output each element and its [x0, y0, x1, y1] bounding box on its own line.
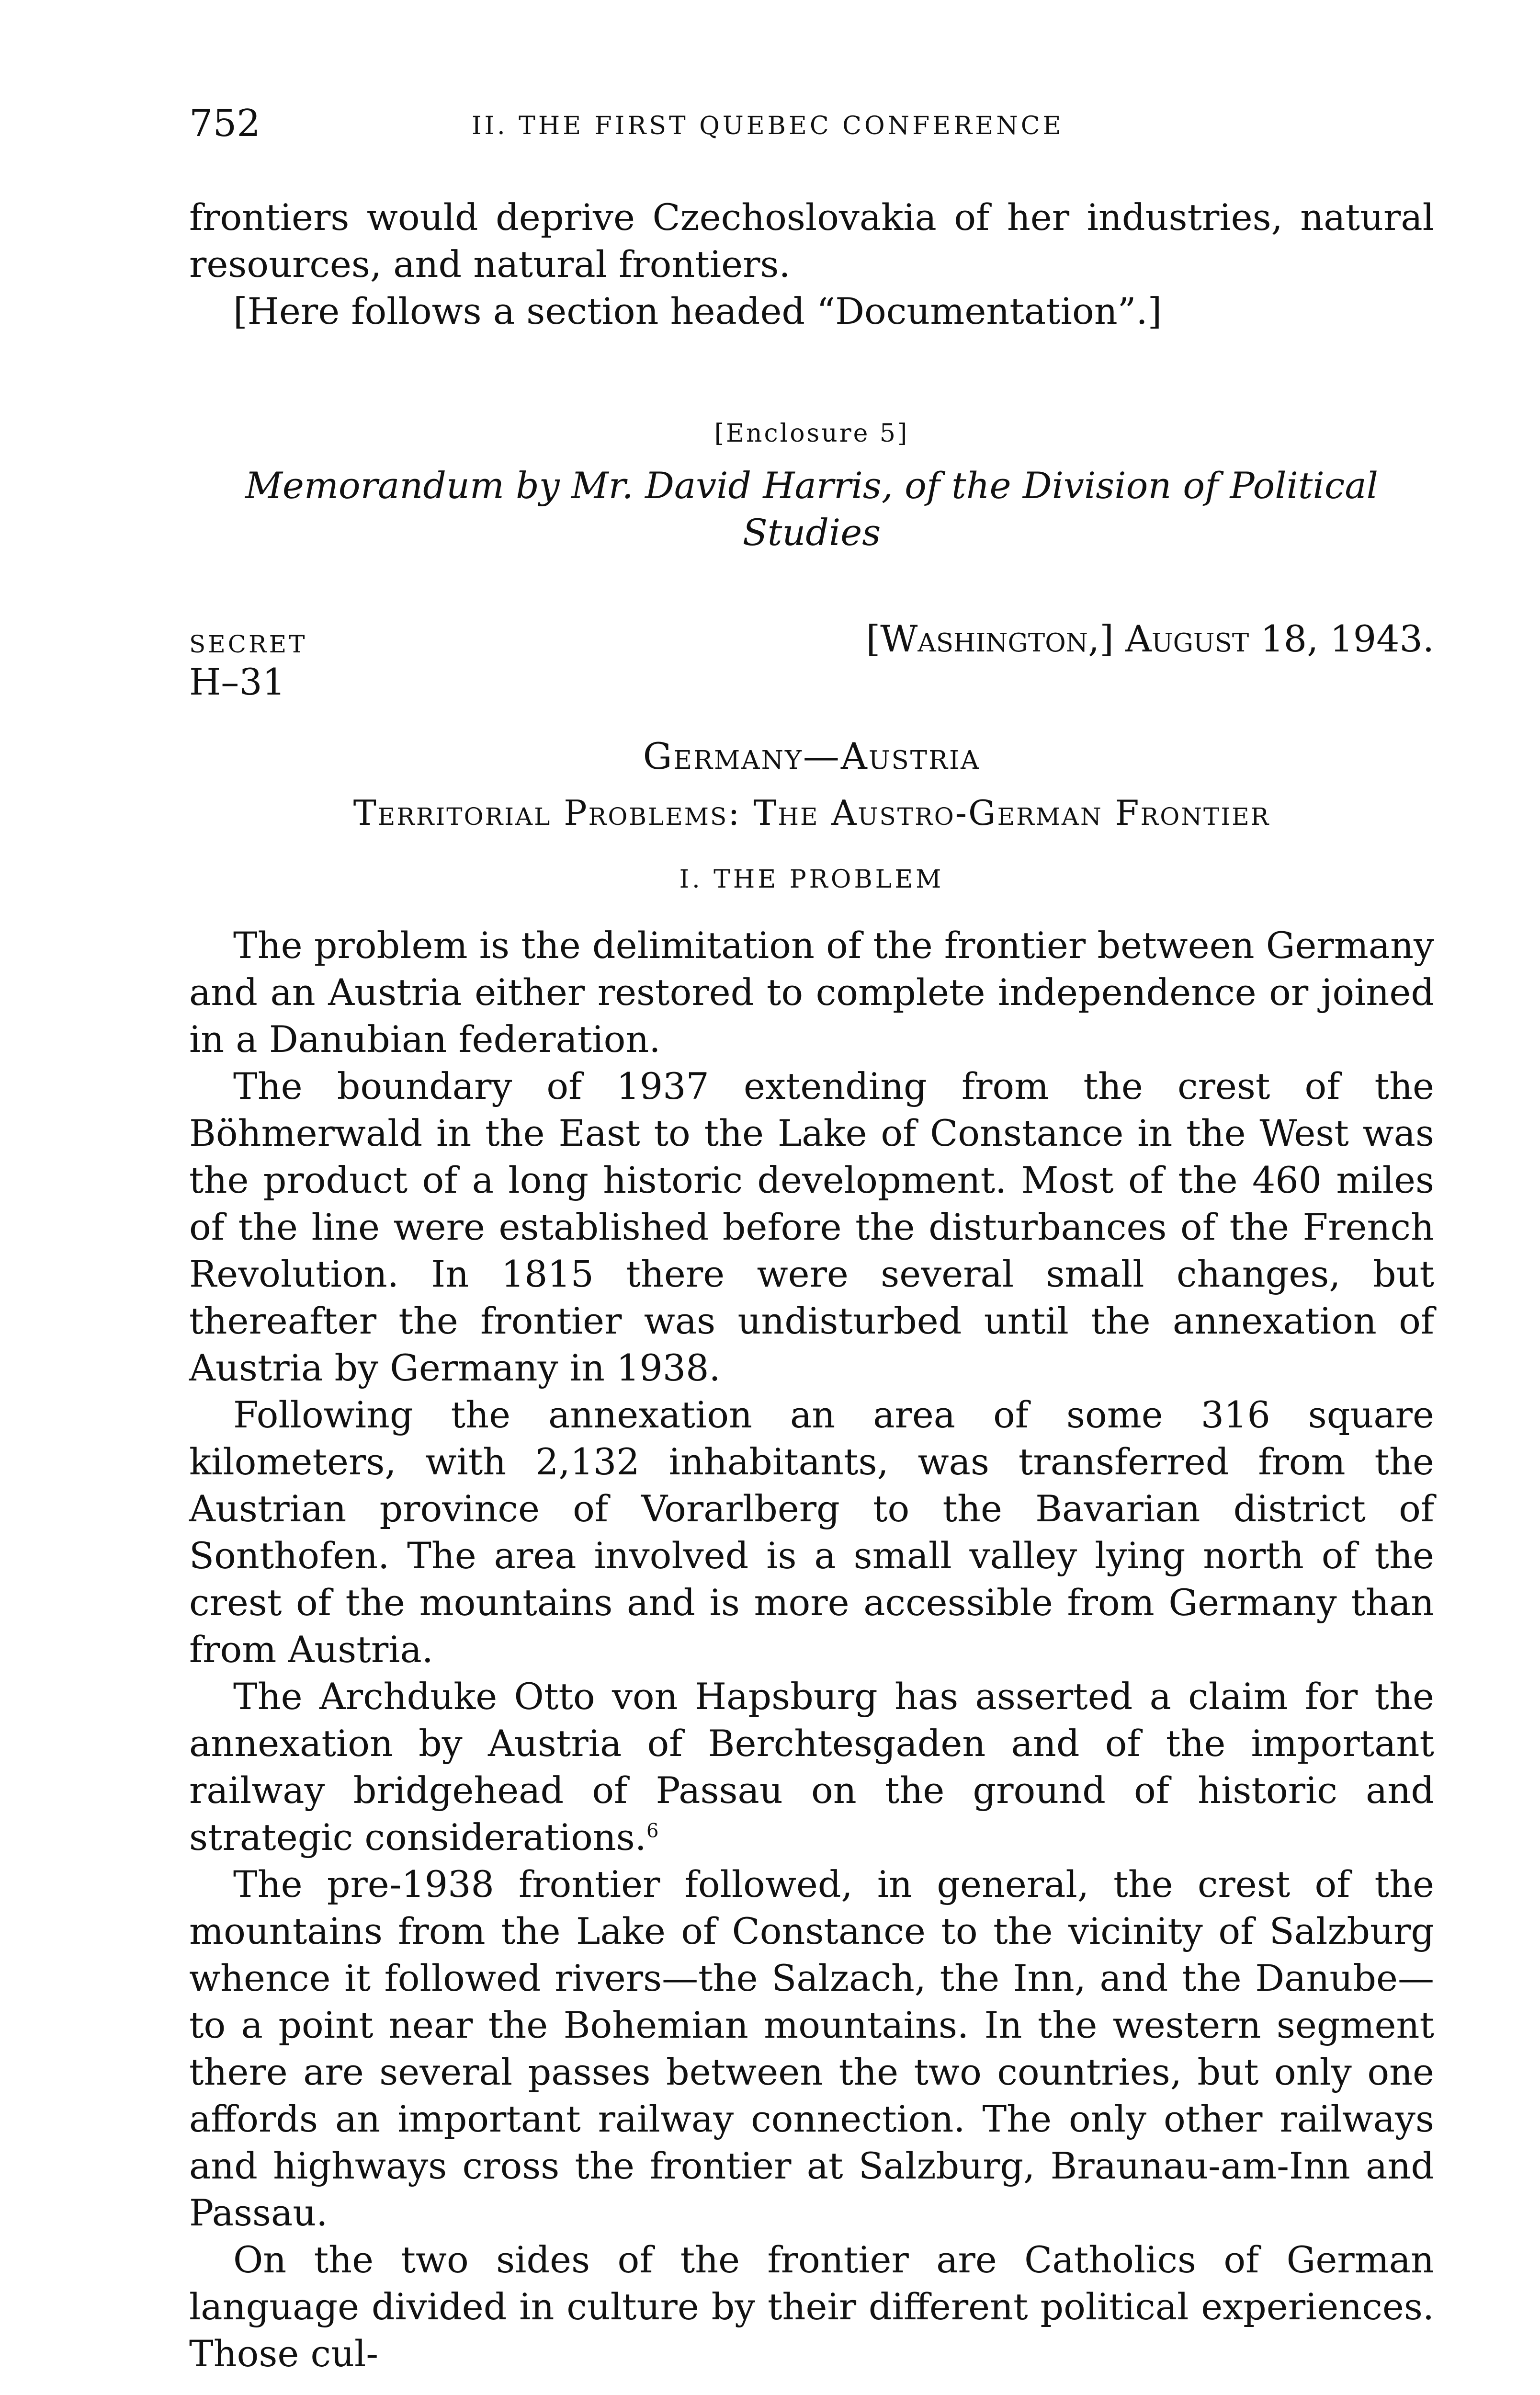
- paragraph-5: The pre-1938 frontier followed, in general, the crest of the mountains from the Lake of Constance to the vicinity of Salzburg whence it followed rivers—the Salzach, the Inn, and the Danube—to a point near the Bohemian mountains. In the western segment there are several passes between the two countries, but only one affords an important railway connection. The only other railways and highways cross the frontier at Salzburg, Braunau-am-Inn and Passau.: [189, 1863, 1434, 2234]
- sub-heading: Territorial Problems: The Austro-German Frontier: [353, 793, 1270, 833]
- main-heading: Germany—Austria: [643, 735, 981, 777]
- classification-label: SECRET: [189, 630, 307, 658]
- paragraph-4: [189, 1673, 1434, 1861]
- enclosure-label: [Enclosure 5]: [714, 419, 909, 448]
- paragraph-2: The boundary of 1937 extending from the crest of the Böhmerwald in the East to the Lake of Constance in the West was the product of a long historic development. Most of the 460 miles of the line were established before the disturbances of the French Revolution. In 1815 there were several small changes, but thereafter the frontier was undisturbed until the annexation of Austria by Germany in 1938.: [189, 1065, 1434, 1389]
- footnote-reference: 6: [646, 1820, 659, 1842]
- page-number: 752: [189, 102, 260, 145]
- paragraph-4-text: The Archduke Otto von Hapsburg has asserted a claim for the annexation by Austria of Berchtesgaden and of the important railway bridgehead of Passau on the ground of historic and strategic considerations.: [189, 1675, 1434, 1859]
- body-text: [189, 922, 1434, 2377]
- documentation-note: [Here follows a section headed “Documentation”.]: [233, 290, 1162, 332]
- section-heading: I. THE PROBLEM: [679, 865, 944, 894]
- headings-block: [189, 733, 1434, 896]
- paragraph-1: The problem is the delimitation of the frontier between Germany and an Austria either restored to complete independence or joined in a Danubian federation.: [189, 924, 1434, 1061]
- running-head: [189, 104, 1434, 143]
- running-title: II. THE FIRST QUEBEC CONFERENCE: [472, 112, 1064, 140]
- document-number: H–31: [189, 661, 285, 703]
- paragraph-3: Following the annexation an area of some 316 square kilometers, with 2,132 inhabitants, was transferred from the Austrian province of Vorarlberg to the Bavarian district of Sonthofen. The area involved is a small valley lying north of the crest of the mountains and is more accessible from Germany than from Austria.: [189, 1393, 1434, 1671]
- paragraph-6: On the two sides of the frontier are Catholics of German language divided in culture by their different political experiences. Those cul-: [189, 2238, 1434, 2375]
- continuation-paragraph: frontiers would deprive Czechoslovakia of her industries, natural resources, and natural frontiers.: [189, 196, 1434, 285]
- memorandum-title: Memorandum by Mr. David Harris, of the Division of Political Studies: [245, 464, 1378, 554]
- place-and-date: [Washington,] August 18, 1943.: [866, 617, 1434, 660]
- continuation-text: [189, 194, 1434, 335]
- enclosure-block: [189, 417, 1434, 556]
